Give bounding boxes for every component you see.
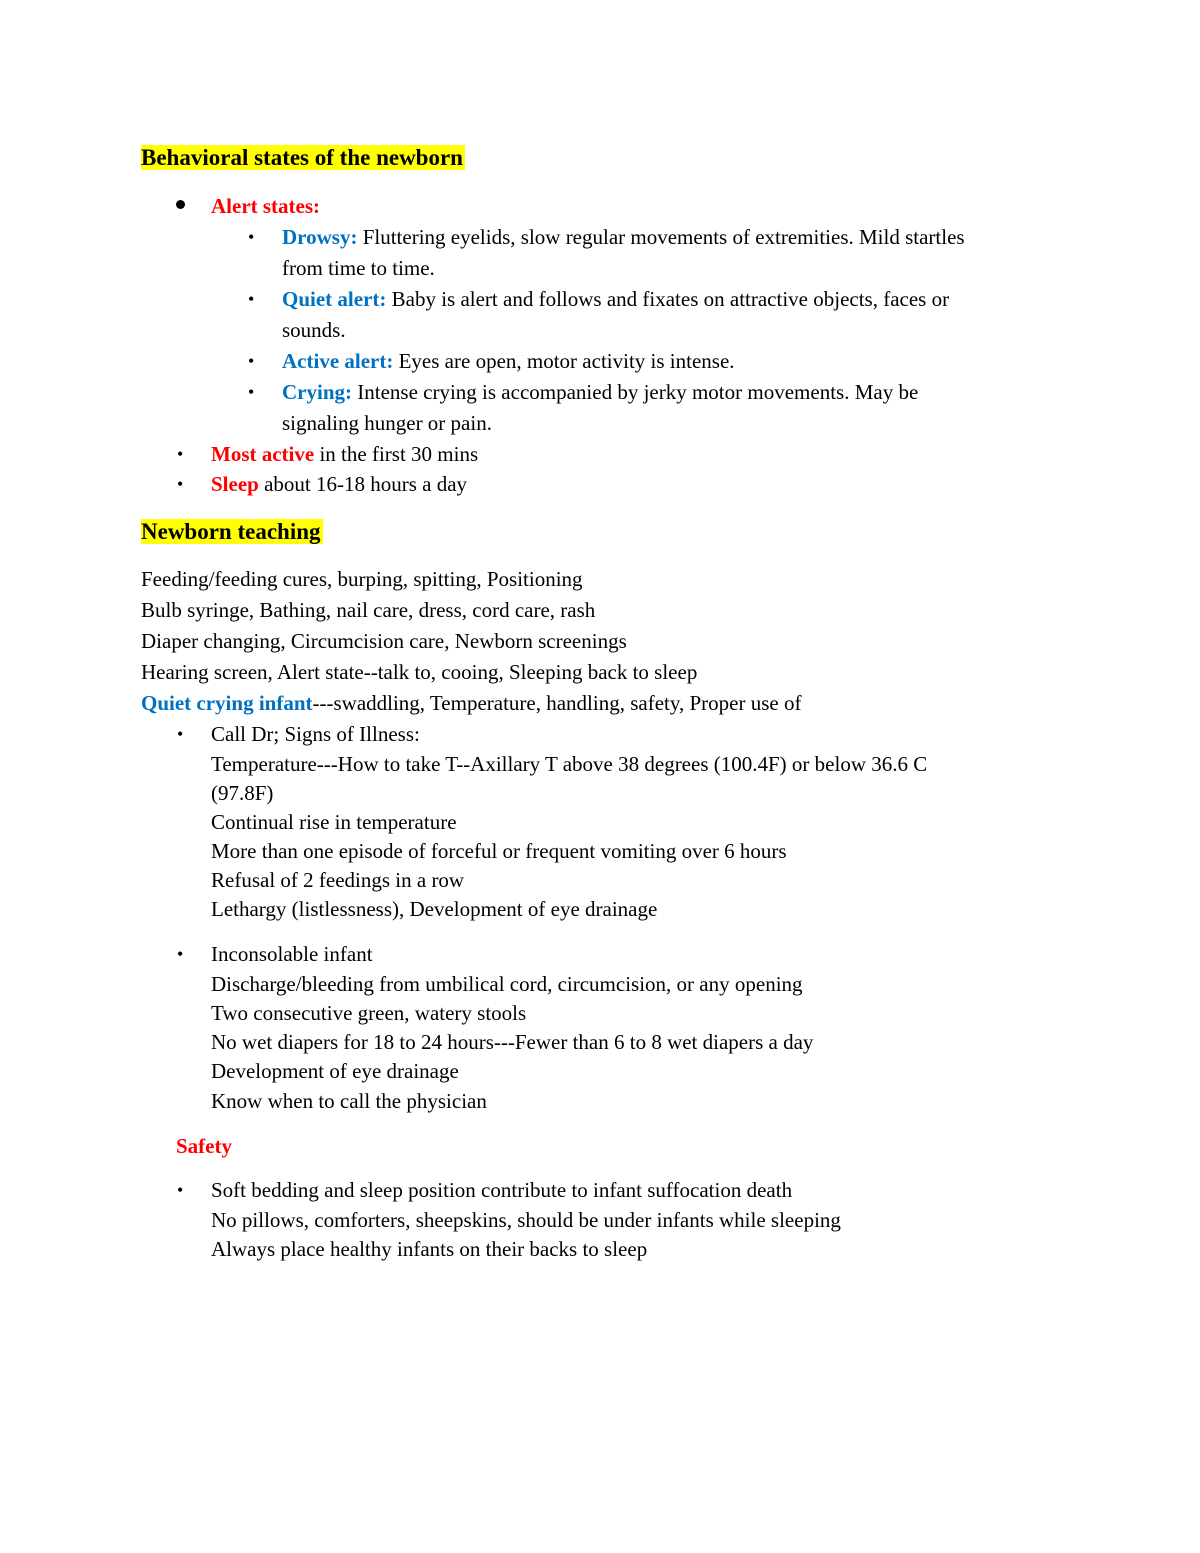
inconsolable-sign-line: Discharge/bleeding from umbilical cord, circumcision, or any opening [211,972,803,996]
bullet-icon: • [248,351,255,371]
bullet-icon: • [248,227,255,247]
bullet-icon: • [177,1180,184,1200]
safety-heading: Safety [176,1134,232,1158]
illness-sign-line: More than one episode of forceful or frequent vomiting over 6 hours [211,839,787,863]
inconsolable-sign-line: Two consecutive green, watery stools [211,1001,527,1025]
bullet-icon: • [177,474,184,494]
teaching-line: Hearing screen, Alert state--talk to, cooing, Sleeping back to sleep [141,660,698,684]
section-heading-newborn-teaching: Newborn teaching [141,519,321,544]
bullet-icon: • [177,444,184,464]
safety-line: Always place healthy infants on their backs to sleep [211,1237,648,1261]
call-dr-line: Call Dr; Signs of Illness: [211,722,420,746]
alert-item-active-alert: Active alert: Eyes are open, motor activity is intense. [282,349,735,373]
bullet-icon: • [177,944,184,964]
illness-sign-line: Refusal of 2 feedings in a row [211,868,465,892]
alert-item-drowsy: Drowsy: Fluttering eyelids, slow regular movements of extremities. Mild startles [282,225,965,249]
inconsolable-sign-line: Development of eye drainage [211,1059,459,1083]
sleep-item: Sleep about 16-18 hours a day [211,472,468,496]
bullet-icon: • [248,382,255,402]
teaching-line: Bulb syringe, Bathing, nail care, dress, cord care, rash [141,598,596,622]
section-heading-behavioral-states: Behavioral states of the newborn [141,145,463,170]
safety-line: No pillows, comforters, sheepskins, should be under infants while sleeping [211,1208,841,1232]
teaching-line: Diaper changing, Circumcision care, Newborn screenings [141,629,627,653]
inconsolable-sign-line: No wet diapers for 18 to 24 hours---Fewer than 6 to 8 wet diapers a day [211,1030,814,1054]
teaching-line: Feeding/feeding cures, burping, spitting, Positioning [141,567,583,591]
alert-states-label: Alert states: [211,194,321,218]
alert-item-quiet-alert: Quiet alert: Baby is alert and follows and fixates on attractive objects, faces or [282,287,950,311]
inconsolable-sign-line: Know when to call the physician [211,1089,487,1113]
alert-item-crying: Crying: Intense crying is accompanied by jerky motor movements. May be [282,380,919,404]
illness-sign-line: Temperature---How to take T--Axillary T above 38 degrees (100.4F) or below 36.6 C [211,752,928,776]
alert-item-quiet-alert-cont: sounds. [282,318,346,342]
bullet-icon: • [248,289,255,309]
inconsolable-line: Inconsolable infant [211,942,373,966]
illness-sign-line: Continual rise in temperature [211,810,457,834]
alert-item-drowsy-cont: from time to time. [282,256,435,280]
most-active-item: Most active in the first 30 mins [211,442,479,466]
safety-line: Soft bedding and sleep position contribute to infant suffocation death [211,1178,793,1202]
illness-sign-line: Lethargy (listlessness), Development of eye drainage [211,897,658,921]
bullet-icon: • [177,724,184,744]
bullet-icon [176,200,185,209]
alert-item-crying-cont: signaling hunger or pain. [282,411,492,435]
quiet-crying-infant-line: Quiet crying infant---swaddling, Temperature, handling, safety, Proper use of [141,691,802,715]
illness-sign-line: (97.8F) [211,781,274,805]
